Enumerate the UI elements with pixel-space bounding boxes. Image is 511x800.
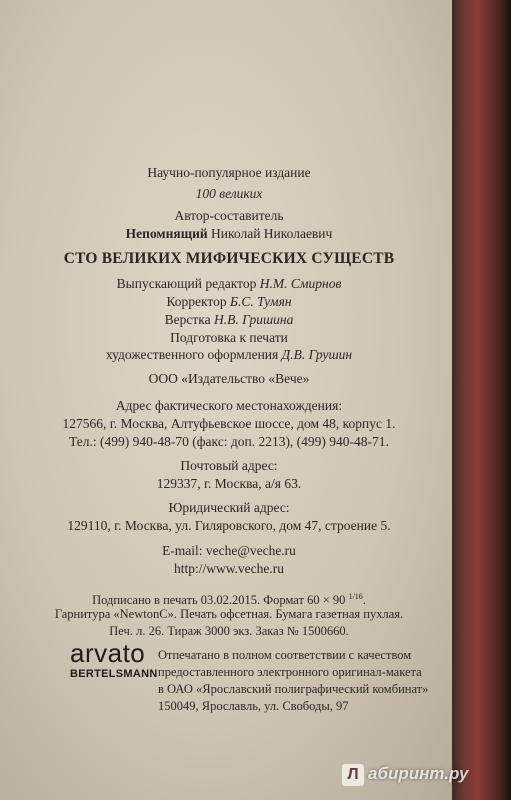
web-line: http://www.veche.ru	[173, 561, 285, 576]
labirint-logo-icon: Л	[342, 764, 364, 786]
postal-line: 129337, г. Москва, а/я 63.	[156, 476, 302, 491]
phone-line: Тел.: (499) 940-48-70 (факс: доп. 2213), (499) 940-48-71.	[69, 434, 389, 449]
layout-name: Н.В. Гришина	[214, 312, 294, 327]
logo-main: arvato	[70, 638, 146, 668]
printer-line-4: 150049, Ярославль, ул. Свободы, 97	[158, 699, 349, 713]
design-label: художественного оформления	[105, 347, 279, 362]
book-spine	[452, 0, 511, 800]
email-line: E-mail: veche@veche.ru	[162, 543, 296, 558]
prep-line: Подготовка к печати	[170, 330, 288, 345]
printer-line-2: предоставленного электронного оригинал-макета	[158, 665, 422, 679]
postal-title: Почтовый адрес:	[180, 458, 278, 473]
print-line: Печ. л. 26. Тираж 3000 экз. Заказ № 1500660.	[109, 624, 349, 638]
publisher-name: ООО «Издательство «Вече»	[148, 371, 310, 386]
author-surname: Непомнящий	[125, 226, 208, 241]
proofreader-label: Корректор	[166, 294, 227, 309]
author-name: Николай Николаевич	[211, 226, 333, 241]
design-name: Д.В. Грушин	[281, 347, 353, 362]
address-title: Адрес фактического местонахождения:	[115, 398, 343, 413]
proofreader-name: Б.С. Тумян	[230, 294, 292, 309]
layout-label: Верстка	[164, 312, 211, 327]
printer-line-1: Отпечатано в полном соответствии с качеством	[158, 648, 412, 662]
format-fraction: 1/16	[348, 592, 363, 601]
series-name: 100 великих	[195, 186, 263, 201]
series-line	[0, 186, 458, 202]
legal-line: 129110, г. Москва, ул. Гиляровского, дом 47, строение 5.	[67, 518, 391, 533]
proofreader-line	[0, 294, 458, 310]
author-role: Автор-составитель	[174, 208, 284, 223]
editor-line	[0, 276, 458, 292]
font-line: Гарнитура «NewtonC». Печать офсетная. Бумага газетная пухлая.	[54, 607, 404, 621]
layout-line	[0, 312, 458, 328]
design-line	[0, 347, 458, 363]
printer-line-3: в ОАО «Ярославский полиграфический комбинат»	[158, 682, 429, 696]
editor-label: Выпускающий редактор	[116, 276, 257, 291]
book-title: СТО ВЕЛИКИХ МИФИЧЕСКИХ СУЩЕСТВ	[63, 250, 395, 267]
author-line	[0, 226, 458, 242]
watermark-text: абиринт.ру	[368, 764, 469, 783]
address-line: 127566, г. Москва, Алтуфьевское шоссе, дом 48, корпус 1.	[62, 416, 396, 431]
signed-line: Подписано в печать 03.02.2015. Формат 60 × 90 $^{1/16}$.	[92, 592, 366, 608]
genre-line: Научно-популярное издание	[147, 165, 311, 180]
arvato-logo	[70, 638, 158, 680]
legal-title: Юридический адрес:	[168, 500, 290, 515]
logo-sub: BERTELSMANN	[70, 668, 158, 680]
editor-name: Н.М. Смирнов	[259, 276, 342, 291]
signed-text: Подписано в печать 03.02.2015. Формат 60 × 90	[92, 593, 346, 608]
